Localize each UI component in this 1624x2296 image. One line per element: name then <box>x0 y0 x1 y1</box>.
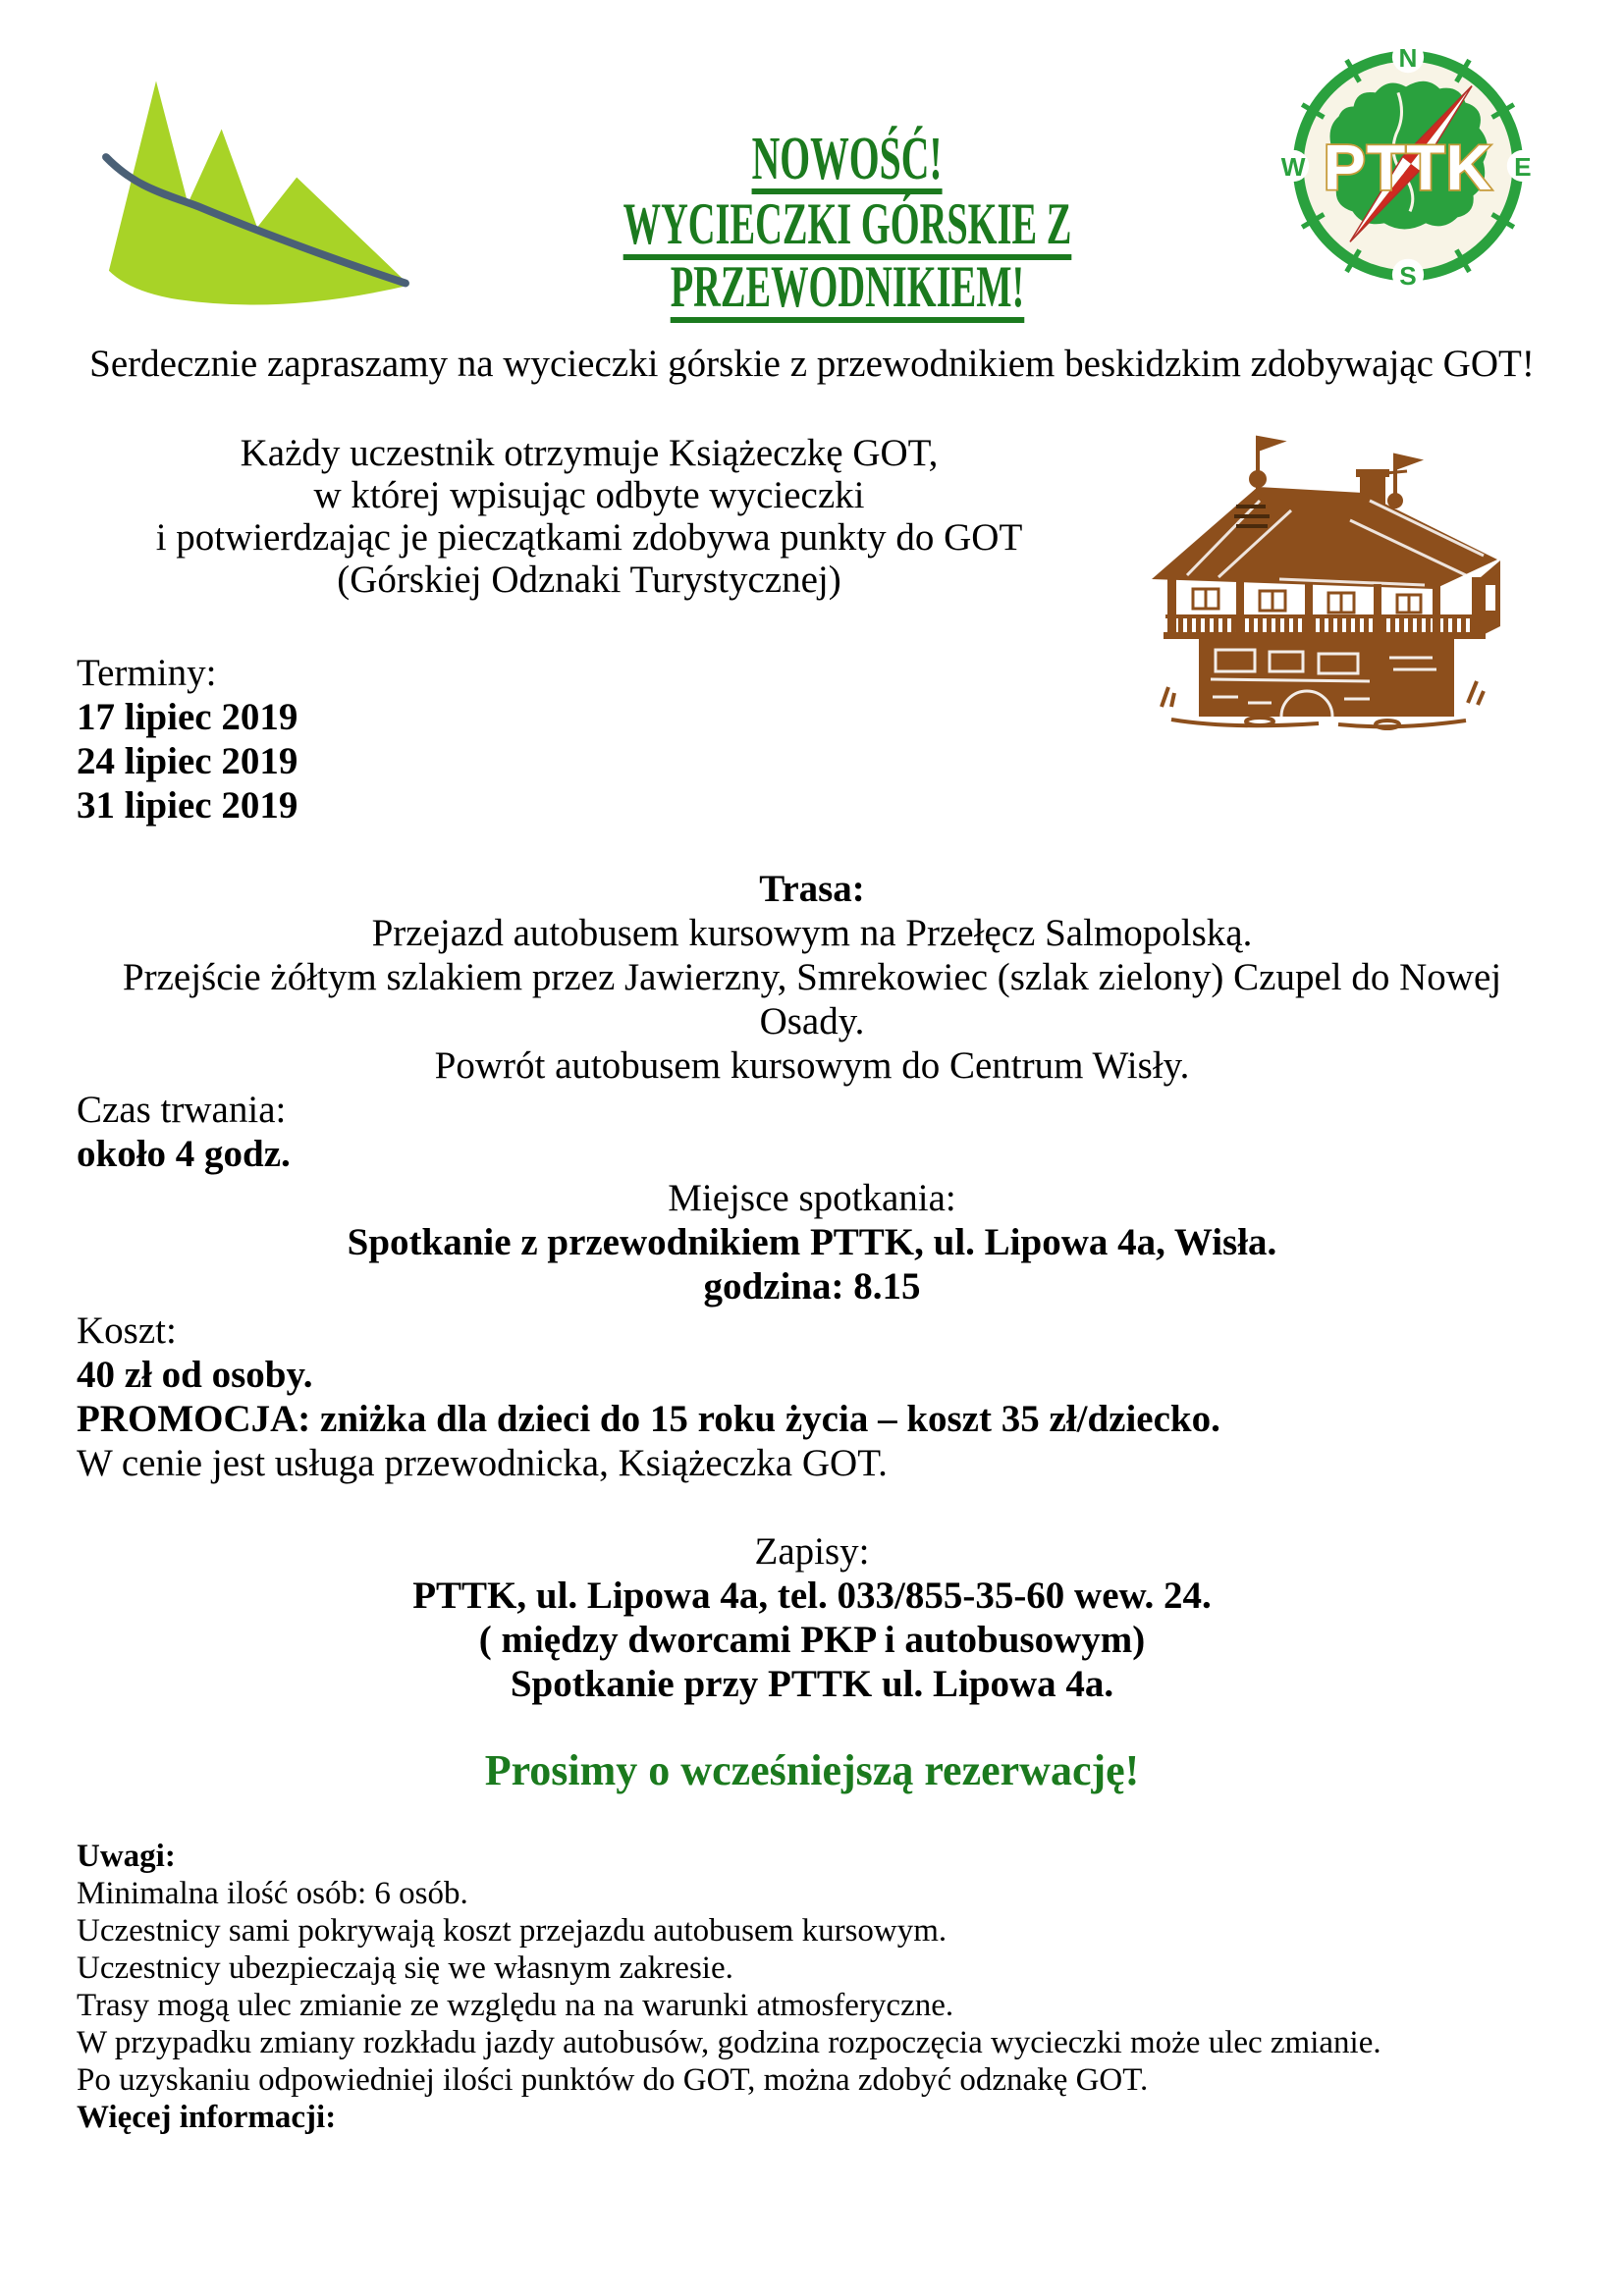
uwagi-line: Trasy mogą ulec zmianie ze względu na na warunki atmosferyczne. <box>77 1988 954 2023</box>
intro-text: Serdecznie zapraszamy na wycieczki górskie z przewodnikiem beskidzkim zdobywając GOT! <box>89 343 1535 385</box>
trasa-section <box>0 867 1624 1088</box>
koszt-label: Koszt: <box>77 1309 177 1352</box>
compass-w-label: W <box>1280 152 1306 183</box>
uwagi-line: Uczestnicy ubezpieczają się we własnym zakresie. <box>77 1950 733 1986</box>
terminy-section <box>77 651 298 828</box>
zapisy-label: Zapisy: <box>754 1530 870 1573</box>
miejsce-line: Spotkanie z przewodnikiem PTTK, ul. Lipowa 4a, Wisła. <box>347 1221 1277 1263</box>
uwagi-line: Minimalna ilość osób: 6 osób. <box>77 1876 468 1911</box>
trasa-line: Przejazd autobusem kursowym na Przełęcz Salmopolską. <box>371 912 1253 954</box>
more-info-label: Więcej informacji: <box>77 2100 337 2135</box>
got-line: w której wpisując odbyte wycieczki <box>313 474 865 516</box>
terminy-label: Terminy: <box>77 652 217 694</box>
got-line: Każdy uczestnik otrzymuje Książeczkę GOT, <box>240 432 939 474</box>
trasa-line: Osady. <box>759 1000 865 1042</box>
got-line: i potwierdzając je pieczątkami zdobywa punkty do GOT <box>155 516 1023 559</box>
mountains-logo <box>88 57 422 307</box>
trasa-line: Przejście żółtym szlakiem przez Jawierzny, Smrekowiec (szlak zielony) Czupel do Nowej <box>122 956 1502 998</box>
railing-bottom <box>1164 632 1486 639</box>
reservation-note: Prosimy o wcześniejszą rezerwację! <box>484 1746 1140 1794</box>
koszt-price: 40 zł od osoby. <box>77 1354 313 1396</box>
compass-s-label: S <box>1399 260 1417 291</box>
terminy-date: 31 lipiec 2019 <box>77 784 298 827</box>
terminy-date: 24 lipiec 2019 <box>77 740 298 782</box>
compass-n-label: N <box>1398 45 1418 74</box>
title-block <box>425 128 1270 318</box>
czas-value: około 4 godz. <box>77 1133 291 1175</box>
miejsce-label: Miejsce spotkania: <box>668 1177 956 1219</box>
railing-top <box>1165 614 1484 618</box>
trasa-line: Powrót autobusem kursowym do Centrum Wisły. <box>434 1044 1190 1087</box>
czas-trwania-section <box>77 1088 291 1176</box>
uwagi-section <box>77 1838 1381 2136</box>
pttk-logo <box>1279 45 1537 293</box>
flyer-badge-title: NOWOŚĆ! <box>751 126 943 192</box>
zapisy-section <box>0 1529 1624 1706</box>
koszt-promo: PROMOCJA: zniżka dla dzieci do 15 roku życia – koszt 35 zł/dziecko. <box>77 1398 1220 1440</box>
czas-label: Czas trwania: <box>77 1089 287 1131</box>
uwagi-label: Uwagi: <box>77 1839 176 1874</box>
got-line: (Górskiej Odznaki Turystycznej) <box>337 559 841 601</box>
koszt-section <box>77 1308 1220 1485</box>
chimney-cap <box>1356 469 1389 477</box>
zapisy-address: PTTK, ul. Lipowa 4a, tel. 033/855-35-60 wew. 24. <box>412 1575 1212 1617</box>
zapisy-meeting: Spotkanie przy PTTK ul. Lipowa 4a. <box>510 1663 1114 1705</box>
got-paragraph <box>39 432 1139 601</box>
miejsce-time: godzina: 8.15 <box>703 1265 921 1308</box>
zapisy-location-note: ( między dworcami PKP i autobusowym) <box>478 1619 1146 1661</box>
uwagi-line: Uczestnicy sami pokrywają koszt przejazdu autobusem kursowym. <box>77 1913 947 1949</box>
uwagi-line: Po uzyskaniu odpowiedniej ilości punktów do GOT, można zdobyć odznakę GOT. <box>77 2062 1149 2098</box>
koszt-includes: W cenie jest usługa przewodnicka, Książeczka GOT. <box>77 1442 888 1484</box>
side-window <box>1486 585 1495 611</box>
pttk-logo-text: PTTK <box>1323 133 1493 204</box>
terminy-date: 17 lipiec 2019 <box>77 696 298 738</box>
flyer-main-title: WYCIECZKI GÓRSKIE Z PRZEWODNIKIEM! <box>623 191 1072 319</box>
uwagi-line: W przypadku zmiany rozkładu jazdy autobusów, godzina rozpoczęcia wycieczki może ulec zmianie. <box>77 2025 1381 2060</box>
trasa-label: Trasa: <box>759 868 865 910</box>
mountain-lodge-illustration <box>1142 430 1505 734</box>
miejsce-spotkania-section <box>0 1176 1624 1308</box>
compass-e-label: E <box>1514 152 1532 183</box>
